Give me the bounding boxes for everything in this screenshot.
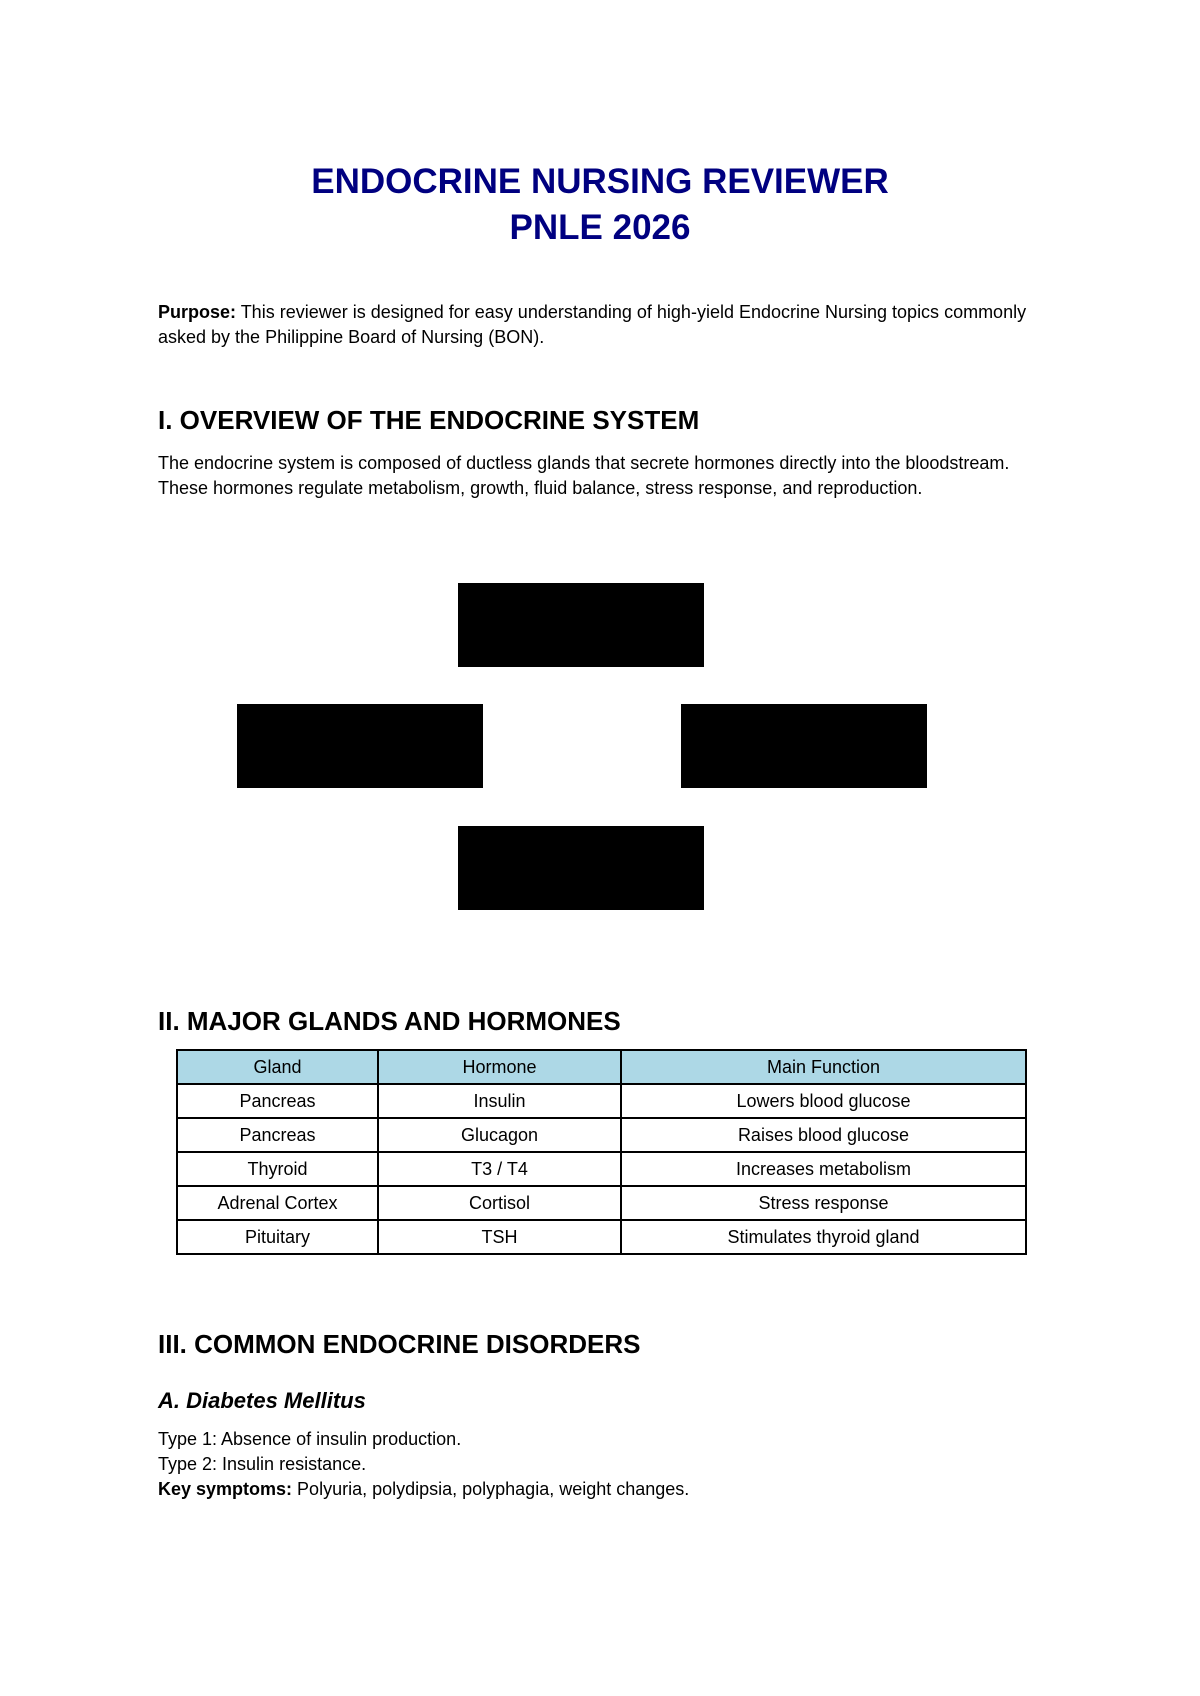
type2-line: Type 2: Insulin resistance. [158,1454,367,1474]
redacted-box-bottom [458,826,704,910]
cell-gland: Adrenal Cortex [177,1186,378,1220]
cell-hormone: Insulin [378,1084,621,1118]
redacted-box-top [458,583,704,667]
document-title: ENDOCRINE NURSING REVIEWER [311,162,889,201]
cell-function: Lowers blood glucose [621,1084,1026,1118]
cell-hormone: TSH [378,1220,621,1254]
type1-line: Type 1: Absence of insulin production. [158,1429,462,1449]
glands-hormones-table [176,1049,1027,1255]
table-row [177,1220,1026,1254]
section-heading-overview: I. OVERVIEW OF THE ENDOCRINE SYSTEM [158,405,700,435]
cell-function: Stimulates thyroid gland [621,1220,1026,1254]
cell-function: Increases metabolism [621,1152,1026,1186]
cell-hormone: T3 / T4 [378,1152,621,1186]
symptoms-label: Key symptoms: [158,1479,293,1499]
section-heading-disorders: III. COMMON ENDOCRINE DISORDERS [158,1329,641,1359]
symptoms-line [158,1477,1058,1502]
purpose-text: This reviewer is designed for easy understanding of high-yield Endocrine Nursing topics commonly asked by the Philippine Board of Nursing (BON). [158,302,1027,347]
cell-gland: Thyroid [177,1152,378,1186]
purpose-paragraph [158,300,1058,350]
cell-gland: Pancreas [177,1084,378,1118]
cell-function: Raises blood glucose [621,1118,1026,1152]
purpose-label: Purpose: [158,302,237,322]
cell-gland: Pituitary [177,1220,378,1254]
table-row [177,1152,1026,1186]
document-subtitle: PNLE 2026 [509,208,691,247]
column-header-gland: Gland [177,1050,378,1084]
redacted-box-left [237,704,483,788]
diabetes-details [158,1427,1058,1502]
redacted-box-right [681,704,927,788]
cell-gland: Pancreas [177,1118,378,1152]
symptoms-text: Polyuria, polydipsia, polyphagia, weight changes. [292,1479,690,1499]
subheading-diabetes: A. Diabetes Mellitus [158,1388,366,1413]
table-row [177,1118,1026,1152]
cell-function: Stress response [621,1186,1026,1220]
cell-hormone: Glucagon [378,1118,621,1152]
column-header-function: Main Function [621,1050,1026,1084]
table-row [177,1186,1026,1220]
section-heading-glands: II. MAJOR GLANDS AND HORMONES [158,1006,621,1036]
cell-hormone: Cortisol [378,1186,621,1220]
column-header-hormone: Hormone [378,1050,621,1084]
table-header-row [177,1050,1026,1084]
table-row [177,1084,1026,1118]
overview-paragraph: The endocrine system is composed of ductless glands that secrete hormones directly into the bloodstream. These hormones regulate metabolism, growth, fluid balance, stress response, and reproduction. [158,453,1010,498]
